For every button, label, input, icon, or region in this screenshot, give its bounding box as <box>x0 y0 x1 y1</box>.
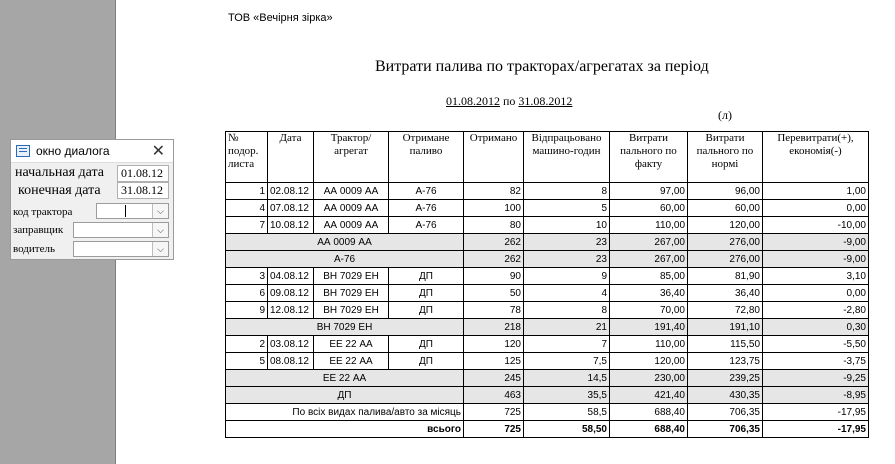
date-from: 01.08.2012 <box>446 94 500 108</box>
header-fuel-type: Отримане паливо <box>389 132 464 183</box>
table-cell: -2,80 <box>763 302 869 319</box>
table-cell: 421,40 <box>610 387 688 404</box>
chevron-down-icon[interactable]: ⌵ <box>152 204 168 218</box>
subtotal-label: АА 0009 АА <box>226 234 464 251</box>
table-cell: 50 <box>464 285 524 302</box>
table-cell: 3 <box>226 268 268 285</box>
report-margin <box>875 0 895 464</box>
table-cell: 10 <box>524 217 610 234</box>
table-cell: АА 0009 АА <box>314 183 389 200</box>
table-cell: 80 <box>464 217 524 234</box>
table-cell: 70,00 <box>610 302 688 319</box>
table-cell: 90 <box>464 268 524 285</box>
table-cell: 7 <box>226 217 268 234</box>
table-cell: 09.08.12 <box>268 285 314 302</box>
header-norm-consumption: Витрати пального по нормі <box>688 132 763 183</box>
table-cell: 08.08.12 <box>268 353 314 370</box>
fuel-report-table <box>225 131 869 438</box>
table-cell: ВН 7029 ЕН <box>314 268 389 285</box>
table-cell: ДП <box>389 336 464 353</box>
table-cell: ЕЕ 22 АА <box>314 353 389 370</box>
table-cell: 5 <box>524 200 610 217</box>
table-cell: 239,25 <box>688 370 763 387</box>
subtotal-row <box>226 251 869 268</box>
header-overuse-economy: Перевитрати(+), економія(-) <box>763 132 869 183</box>
total-row <box>226 404 869 421</box>
table-cell: 245 <box>464 370 524 387</box>
header-tractor: Трактор/ агрегат <box>314 132 389 183</box>
subtotal-label: ВН 7029 ЕН <box>226 319 464 336</box>
table-cell: 58,50 <box>524 421 610 438</box>
table-cell: А-76 <box>389 183 464 200</box>
table-cell: 10.08.12 <box>268 217 314 234</box>
table-cell: 78 <box>464 302 524 319</box>
table-cell: -8,95 <box>763 387 869 404</box>
table-cell: 0,30 <box>763 319 869 336</box>
table-cell: 100 <box>464 200 524 217</box>
table-cell: ДП <box>389 302 464 319</box>
table-cell: 4 <box>524 285 610 302</box>
chevron-down-icon[interactable]: ⌵ <box>152 223 168 237</box>
subtotal-label: ЕЕ 22 АА <box>226 370 464 387</box>
table-cell: 23 <box>524 251 610 268</box>
table-row <box>226 183 869 200</box>
table-cell: 120,00 <box>688 217 763 234</box>
table-cell: 191,40 <box>610 319 688 336</box>
table-cell: 4 <box>226 200 268 217</box>
end-date-input[interactable]: 31.08.12 <box>117 182 169 199</box>
table-cell: 120 <box>464 336 524 353</box>
report-title: Витрати палива по тракторах/агрегатах за період <box>375 58 709 75</box>
text-caret <box>125 205 126 217</box>
table-cell: 706,35 <box>688 421 763 438</box>
table-cell: 262 <box>464 234 524 251</box>
table-cell: 706,35 <box>688 404 763 421</box>
table-cell: -17,95 <box>763 421 869 438</box>
table-cell: 191,10 <box>688 319 763 336</box>
table-cell: 267,00 <box>610 234 688 251</box>
table-cell: 81,90 <box>688 268 763 285</box>
table-cell: 96,00 <box>688 183 763 200</box>
table-cell: 3,10 <box>763 268 869 285</box>
table-cell: -17,95 <box>763 404 869 421</box>
header-trip-number: № подор. листа <box>226 132 268 183</box>
form-icon <box>16 145 30 157</box>
table-cell: 7,5 <box>524 353 610 370</box>
table-cell: А-76 <box>389 200 464 217</box>
subtotal-label: ДП <box>226 387 464 404</box>
date-to: 31.08.2012 <box>518 94 573 108</box>
total-label: всього <box>226 421 464 438</box>
table-cell: ЕЕ 22 АА <box>314 336 389 353</box>
table-cell: 21 <box>524 319 610 336</box>
subtotal-label: А-76 <box>226 251 464 268</box>
company-name: ТОВ «Вечірня зірка» <box>228 12 333 24</box>
total-label: По всіх видах палива/авто за місяць <box>226 404 464 421</box>
table-cell: 12.08.12 <box>268 302 314 319</box>
table-cell: 1 <box>226 183 268 200</box>
start-date-input[interactable]: 01.08.12 <box>117 165 169 182</box>
table-cell: 267,00 <box>610 251 688 268</box>
table-cell: 36,40 <box>688 285 763 302</box>
table-cell: 07.08.12 <box>268 200 314 217</box>
fueler-combobox[interactable] <box>73 222 169 238</box>
table-cell: 218 <box>464 319 524 336</box>
table-row <box>226 353 869 370</box>
dialog-titlebar[interactable] <box>11 140 173 163</box>
chevron-down-icon[interactable]: ⌵ <box>152 242 168 256</box>
report-period <box>446 94 572 109</box>
table-cell: 123,75 <box>688 353 763 370</box>
table-cell: 110,00 <box>610 217 688 234</box>
table-cell: ДП <box>389 285 464 302</box>
subtotal-row <box>226 319 869 336</box>
end-date-label: конечная дата <box>18 183 101 198</box>
table-cell: -5,50 <box>763 336 869 353</box>
table-row <box>226 217 869 234</box>
table-cell: 725 <box>464 421 524 438</box>
header-machine-hours: Відпрацьовано машино-годин <box>524 132 610 183</box>
table-cell: 72,80 <box>688 302 763 319</box>
table-cell: 36,40 <box>610 285 688 302</box>
subtotal-row <box>226 387 869 404</box>
driver-combobox[interactable] <box>73 241 169 257</box>
table-cell: 0,00 <box>763 200 869 217</box>
table-cell: 5 <box>226 353 268 370</box>
table-cell: АА 0009 АА <box>314 217 389 234</box>
driver-label: водитель <box>13 243 55 255</box>
tractor-code-label: код трактора <box>13 206 73 218</box>
table-cell: А-76 <box>389 217 464 234</box>
table-cell: 97,00 <box>610 183 688 200</box>
table-cell: 60,00 <box>688 200 763 217</box>
table-cell: ДП <box>389 353 464 370</box>
table-cell: ВН 7029 ЕН <box>314 285 389 302</box>
table-cell: 58,5 <box>524 404 610 421</box>
table-cell: -9,25 <box>763 370 869 387</box>
period-separator: по <box>503 94 516 108</box>
table-cell: -9,00 <box>763 234 869 251</box>
subtotal-row <box>226 234 869 251</box>
table-cell: 6 <box>226 285 268 302</box>
table-cell: 688,40 <box>610 404 688 421</box>
table-cell: 02.08.12 <box>268 183 314 200</box>
table-cell: 85,00 <box>610 268 688 285</box>
table-cell: 276,00 <box>688 251 763 268</box>
dialog-window <box>10 139 174 260</box>
table-cell: 2 <box>226 336 268 353</box>
table-cell: -9,00 <box>763 251 869 268</box>
table-cell: 7 <box>524 336 610 353</box>
table-cell: 35,5 <box>524 387 610 404</box>
table-header-row <box>226 132 869 183</box>
table-cell: 14,5 <box>524 370 610 387</box>
table-cell: 725 <box>464 404 524 421</box>
header-actual-consumption: Витрати пального по факту <box>610 132 688 183</box>
table-cell: 1,00 <box>763 183 869 200</box>
table-cell: 125 <box>464 353 524 370</box>
table-row <box>226 285 869 302</box>
table-cell: -3,75 <box>763 353 869 370</box>
table-cell: 276,00 <box>688 234 763 251</box>
fueler-label: заправщик <box>13 224 64 236</box>
table-cell: 120,00 <box>610 353 688 370</box>
table-cell: 430,35 <box>688 387 763 404</box>
table-cell: 9 <box>226 302 268 319</box>
table-cell: 463 <box>464 387 524 404</box>
header-received: Отримано <box>464 132 524 183</box>
tractor-code-combobox[interactable] <box>96 203 169 219</box>
total-row <box>226 421 869 438</box>
header-date: Дата <box>268 132 314 183</box>
table-row <box>226 336 869 353</box>
start-date-label: начальная дата <box>15 165 105 180</box>
table-cell: 0,00 <box>763 285 869 302</box>
table-cell: 688,40 <box>610 421 688 438</box>
table-cell: 03.08.12 <box>268 336 314 353</box>
table-cell: 60,00 <box>610 200 688 217</box>
table-cell: 230,00 <box>610 370 688 387</box>
table-row <box>226 302 869 319</box>
table-cell: 23 <box>524 234 610 251</box>
table-cell: 8 <box>524 183 610 200</box>
table-cell: 110,00 <box>610 336 688 353</box>
table-cell: 115,50 <box>688 336 763 353</box>
table-cell: 8 <box>524 302 610 319</box>
table-cell: 04.08.12 <box>268 268 314 285</box>
table-cell: -10,00 <box>763 217 869 234</box>
dialog-title: окно диалога <box>36 144 110 158</box>
table-cell: ВН 7029 ЕН <box>314 302 389 319</box>
table-row <box>226 200 869 217</box>
table-row <box>226 268 869 285</box>
table-cell: 9 <box>524 268 610 285</box>
table-cell: АА 0009 АА <box>314 200 389 217</box>
close-icon[interactable]: ✕ <box>151 143 165 160</box>
unit-label: (л) <box>718 108 732 122</box>
table-cell: 82 <box>464 183 524 200</box>
table-cell: ДП <box>389 268 464 285</box>
table-cell: 262 <box>464 251 524 268</box>
subtotal-row <box>226 370 869 387</box>
